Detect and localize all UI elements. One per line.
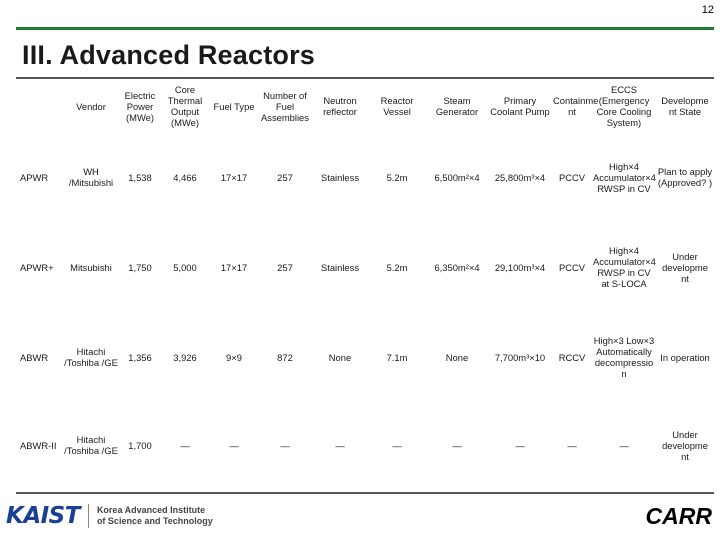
table-cell: In operation bbox=[660, 351, 710, 363]
table-cell: 5.2m bbox=[386, 171, 408, 183]
column-header bbox=[16, 80, 62, 132]
column-header: Core Thermal Output (MWe) bbox=[167, 84, 203, 128]
table-cell: 1,750 bbox=[128, 261, 152, 273]
table-cell: — bbox=[392, 439, 402, 451]
table-cell: Under developme nt bbox=[662, 428, 708, 462]
table-cell: — bbox=[280, 439, 290, 451]
table-cell: 17×17 bbox=[220, 171, 248, 183]
table-cell: — bbox=[452, 439, 462, 451]
table-row bbox=[16, 222, 714, 312]
column-header: Reactor Vessel bbox=[380, 95, 414, 117]
table-cell: 872 bbox=[277, 351, 293, 363]
table-cell: 6,500m²×4 bbox=[434, 171, 480, 183]
table-cell: PCCV bbox=[558, 261, 586, 273]
table-cell: High×4 Accumulator×4 RWSP in CV at S-LOCA bbox=[593, 245, 656, 289]
column-header: Primary Coolant Pump bbox=[490, 95, 550, 117]
column-header: Number of Fuel Assemblies bbox=[261, 89, 309, 123]
column-header: Vendor bbox=[76, 100, 106, 112]
table-cell: PCCV bbox=[558, 171, 586, 183]
table-cell: 1,700 bbox=[128, 439, 152, 451]
table-cell: — bbox=[515, 439, 525, 451]
column-header: ECCS (Emergency Core Cooling System) bbox=[596, 84, 652, 128]
table-row bbox=[16, 312, 714, 402]
table-cell: 257 bbox=[277, 171, 293, 183]
table-row bbox=[16, 132, 714, 222]
carr-logo: CARR bbox=[645, 503, 712, 529]
table-cell: 4,466 bbox=[173, 171, 197, 183]
kaist-full-name bbox=[97, 505, 215, 527]
column-header: Developme nt State bbox=[661, 95, 709, 117]
table-cell: Hitachi /Toshiba /GE bbox=[64, 346, 118, 368]
table-cell: 7.1m bbox=[386, 351, 408, 363]
column-header: Steam Generator bbox=[435, 95, 479, 117]
advanced-reactors-table bbox=[16, 80, 714, 488]
table-cell: 1,538 bbox=[128, 171, 152, 183]
table-header-row bbox=[16, 80, 714, 132]
table-cell: 9×9 bbox=[226, 351, 242, 363]
table-cell: — bbox=[619, 439, 629, 451]
column-header: Electric Power (MWe) bbox=[124, 89, 156, 123]
table-cell: 1,356 bbox=[128, 351, 152, 363]
page-number: 12 bbox=[701, 4, 714, 16]
table-cell: 17×17 bbox=[220, 261, 248, 273]
kaist-logo bbox=[6, 503, 215, 529]
table-cell: 257 bbox=[277, 261, 293, 273]
title-divider bbox=[16, 77, 714, 79]
column-header: Fuel Type bbox=[213, 100, 255, 112]
table-cell: High×4 Accumulator×4 RWSP in CV bbox=[593, 160, 656, 194]
table-cell: 6,350m²×4 bbox=[434, 261, 480, 273]
table-cell: 5.2m bbox=[386, 261, 408, 273]
top-divider bbox=[16, 27, 714, 30]
table-cell: Stainless bbox=[320, 171, 360, 183]
kaist-name-text: Korea Advanced Institute of Science and Technology bbox=[96, 505, 213, 526]
kaist-logo-mark: KAIST bbox=[6, 503, 80, 529]
table-cell: Mitsubishi bbox=[70, 261, 112, 273]
column-header: Neutron reflector bbox=[323, 95, 357, 117]
table-body bbox=[16, 132, 714, 488]
logo-separator bbox=[88, 504, 89, 528]
slide-title: III. Advanced Reactors bbox=[22, 40, 316, 70]
column-header: Containme nt bbox=[553, 95, 599, 117]
table-cell: RCCV bbox=[558, 351, 586, 363]
reactor-name-cell: ABWR bbox=[20, 351, 49, 363]
table-cell: 7,700m³×10 bbox=[494, 351, 546, 363]
table-cell: High×3 Low×3 Automatically decompressio n bbox=[593, 335, 655, 379]
table-cell: 29,100m³×4 bbox=[494, 261, 546, 273]
bottom-divider bbox=[16, 492, 714, 494]
reactor-name-cell: APWR+ bbox=[20, 261, 54, 273]
table-cell: — bbox=[180, 439, 190, 451]
table-cell: — bbox=[229, 439, 239, 451]
table-cell: None bbox=[445, 351, 469, 363]
table-cell: WH /Mitsubishi bbox=[68, 166, 114, 188]
table-row bbox=[16, 402, 714, 488]
reactor-name-cell: APWR bbox=[20, 171, 49, 183]
table-cell: 3,926 bbox=[173, 351, 197, 363]
table-cell: Hitachi /Toshiba /GE bbox=[64, 434, 118, 456]
table-cell: — bbox=[335, 439, 345, 451]
table-cell: 25,800m³×4 bbox=[494, 171, 546, 183]
table-cell: None bbox=[328, 351, 352, 363]
table-cell: 5,000 bbox=[173, 261, 197, 273]
table-cell: Stainless bbox=[320, 261, 360, 273]
table-cell: — bbox=[567, 439, 577, 451]
reactor-name-cell: ABWR-II bbox=[20, 439, 57, 451]
table-cell: Under developme nt bbox=[662, 250, 708, 284]
table-cell: Plan to apply (Approved? ) bbox=[657, 166, 713, 188]
